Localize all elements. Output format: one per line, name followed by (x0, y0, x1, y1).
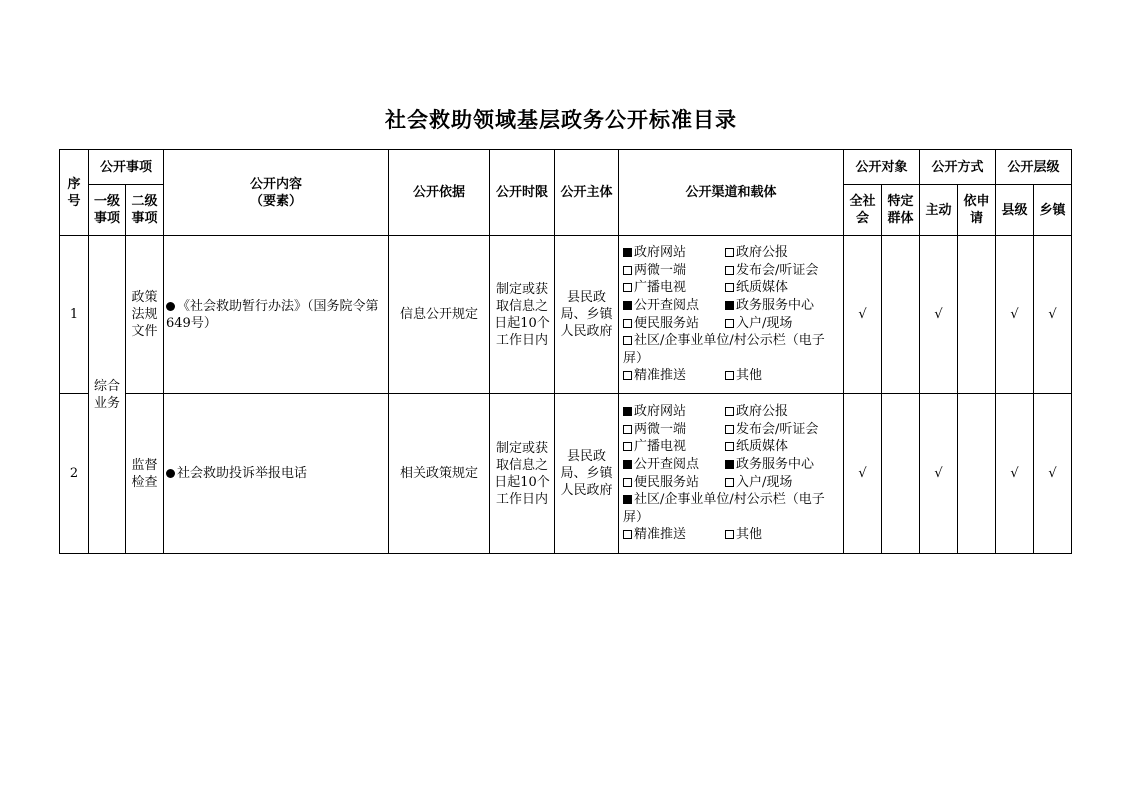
checked-box-icon (725, 301, 734, 310)
row-method-apply (958, 236, 996, 394)
row-level1: 综合业务 (89, 236, 126, 554)
header-aud-all: 全社会 (844, 185, 882, 236)
channel-label: 入户/现场 (736, 474, 793, 490)
channel-item (623, 297, 725, 315)
row-time: 制定或获取信息之日起10个工作日内 (490, 394, 555, 554)
channel-label: 入户/现场 (736, 315, 793, 331)
channel-item (623, 421, 725, 439)
header-tier-town: 乡镇 (1034, 185, 1072, 236)
row-tier-town: √ (1034, 394, 1072, 554)
row-level2: 政策法规文件 (126, 236, 164, 394)
row-basis: 相关政策规定 (389, 394, 490, 554)
unchecked-box-icon (725, 283, 734, 292)
unchecked-box-icon (623, 283, 632, 292)
row-seq: 2 (60, 394, 89, 554)
row-aud-all: √ (844, 394, 882, 554)
unchecked-box-icon (725, 319, 734, 328)
bullet-icon (166, 469, 175, 478)
checked-box-icon (623, 495, 632, 504)
row-content (164, 236, 389, 394)
header-channel: 公开渠道和载体 (619, 150, 844, 236)
unchecked-box-icon (623, 425, 632, 434)
channel-label: 精准推送 (634, 368, 687, 384)
header-matter: 公开事项 (89, 150, 164, 185)
channel-label: 便民服务站 (634, 474, 700, 490)
channel-label: 政府网站 (634, 245, 687, 261)
bullet-icon (166, 302, 175, 311)
channel-label: 社区/企事业单位/村公示栏（电子屏） (623, 333, 825, 366)
unchecked-box-icon (725, 371, 734, 380)
checked-box-icon (623, 248, 632, 257)
channel-item (623, 367, 725, 385)
header-content (164, 150, 389, 236)
header-basis: 公开依据 (389, 150, 490, 236)
header-level2: 二级事项 (126, 185, 164, 236)
channel-label: 政务服务中心 (736, 456, 815, 472)
channel-item (623, 526, 725, 544)
channel-label: 公开查阅点 (634, 297, 700, 313)
header-tier-county: 县级 (996, 185, 1034, 236)
channel-item (725, 456, 843, 474)
channel-item (725, 297, 843, 315)
unchecked-box-icon (725, 266, 734, 275)
unchecked-box-icon (623, 442, 632, 451)
channel-label: 精准推送 (634, 527, 687, 543)
channel-item (725, 279, 843, 297)
channel-item (725, 438, 843, 456)
channel-label: 社区/企事业单位/村公示栏（电子屏） (623, 492, 825, 525)
row-tier-county: √ (996, 394, 1034, 554)
header-row-1 (60, 150, 1072, 185)
channel-item (725, 367, 843, 385)
channel-item (623, 279, 725, 297)
header-time: 公开时限 (490, 150, 555, 236)
channel-item (623, 262, 725, 280)
header-audience: 公开对象 (844, 150, 920, 185)
row-method-active: √ (920, 394, 958, 554)
unchecked-box-icon (623, 266, 632, 275)
row-channels (619, 236, 844, 394)
row-channels (619, 394, 844, 554)
unchecked-box-icon (725, 248, 734, 257)
channel-label: 发布会/听证会 (736, 421, 819, 437)
row-method-active: √ (920, 236, 958, 394)
channel-item (623, 315, 725, 333)
header-content-label: 公开内容 (250, 176, 303, 192)
channel-item (623, 474, 725, 492)
page-title: 社会救助领域基层政务公开标准目录 (385, 107, 737, 132)
channel-item (623, 438, 725, 456)
checked-box-icon (623, 301, 632, 310)
unchecked-box-icon (725, 425, 734, 434)
checked-box-icon (623, 407, 632, 416)
channel-item (623, 403, 725, 421)
catalog-table (59, 149, 1072, 554)
row-tier-town: √ (1034, 236, 1072, 394)
checked-box-icon (725, 460, 734, 469)
row-content (164, 394, 389, 554)
table-row (60, 236, 1072, 394)
unchecked-box-icon (623, 371, 632, 380)
row-seq: 1 (60, 236, 89, 394)
channel-item (623, 332, 843, 367)
channel-label: 公开查阅点 (634, 456, 700, 472)
channel-item (725, 421, 843, 439)
header-method: 公开方式 (920, 150, 996, 185)
header-subject: 公开主体 (555, 150, 619, 236)
channel-label: 政府公报 (736, 404, 789, 420)
channel-label: 广播电视 (634, 280, 687, 296)
row-level2: 监督检查 (126, 394, 164, 554)
row-content-text: 《社会救助暂行办法》（国务院令第649号） (166, 298, 379, 331)
header-level1: 一级事项 (89, 185, 126, 236)
channel-item (725, 244, 843, 262)
row-aud-specific (882, 394, 920, 554)
unchecked-box-icon (623, 478, 632, 487)
channel-label: 两微一端 (634, 262, 687, 278)
unchecked-box-icon (725, 407, 734, 416)
channel-item (725, 474, 843, 492)
header-content-sub: （要素） (250, 193, 303, 209)
channel-item (725, 315, 843, 333)
row-time: 制定或获取信息之日起10个工作日内 (490, 236, 555, 394)
unchecked-box-icon (623, 319, 632, 328)
channel-item (623, 244, 725, 262)
header-seq: 序号 (60, 150, 89, 236)
header-method-active: 主动 (920, 185, 958, 236)
channel-label: 政府公报 (736, 245, 789, 261)
row-content-text: 社会救助投诉举报电话 (177, 466, 308, 481)
channel-list (621, 403, 841, 544)
channel-label: 政府网站 (634, 404, 687, 420)
channel-item (623, 491, 843, 526)
channel-label: 纸质媒体 (736, 280, 789, 296)
channel-label: 政务服务中心 (736, 297, 815, 313)
channel-item (725, 526, 843, 544)
channel-item (725, 403, 843, 421)
header-aud-specific: 特定群体 (882, 185, 920, 236)
row-method-apply (958, 394, 996, 554)
channel-item (725, 262, 843, 280)
row-basis: 信息公开规定 (389, 236, 490, 394)
header-method-apply: 依申请 (958, 185, 996, 236)
channel-label: 其他 (736, 368, 763, 384)
unchecked-box-icon (725, 530, 734, 539)
unchecked-box-icon (725, 442, 734, 451)
channel-item (623, 456, 725, 474)
channel-label: 纸质媒体 (736, 439, 789, 455)
channel-label: 两微一端 (634, 421, 687, 437)
unchecked-box-icon (623, 530, 632, 539)
channel-label: 广播电视 (634, 439, 687, 455)
row-aud-all: √ (844, 236, 882, 394)
row-subject: 县民政局、乡镇人民政府 (555, 394, 619, 554)
table-row (60, 394, 1072, 554)
channel-list (621, 244, 841, 385)
header-tier: 公开层级 (996, 150, 1072, 185)
channel-label: 其他 (736, 527, 763, 543)
row-subject: 县民政局、乡镇人民政府 (555, 236, 619, 394)
row-aud-specific (882, 236, 920, 394)
checked-box-icon (623, 460, 632, 469)
unchecked-box-icon (623, 336, 632, 345)
channel-label: 发布会/听证会 (736, 262, 819, 278)
unchecked-box-icon (725, 478, 734, 487)
row-tier-county: √ (996, 236, 1034, 394)
channel-label: 便民服务站 (634, 315, 700, 331)
